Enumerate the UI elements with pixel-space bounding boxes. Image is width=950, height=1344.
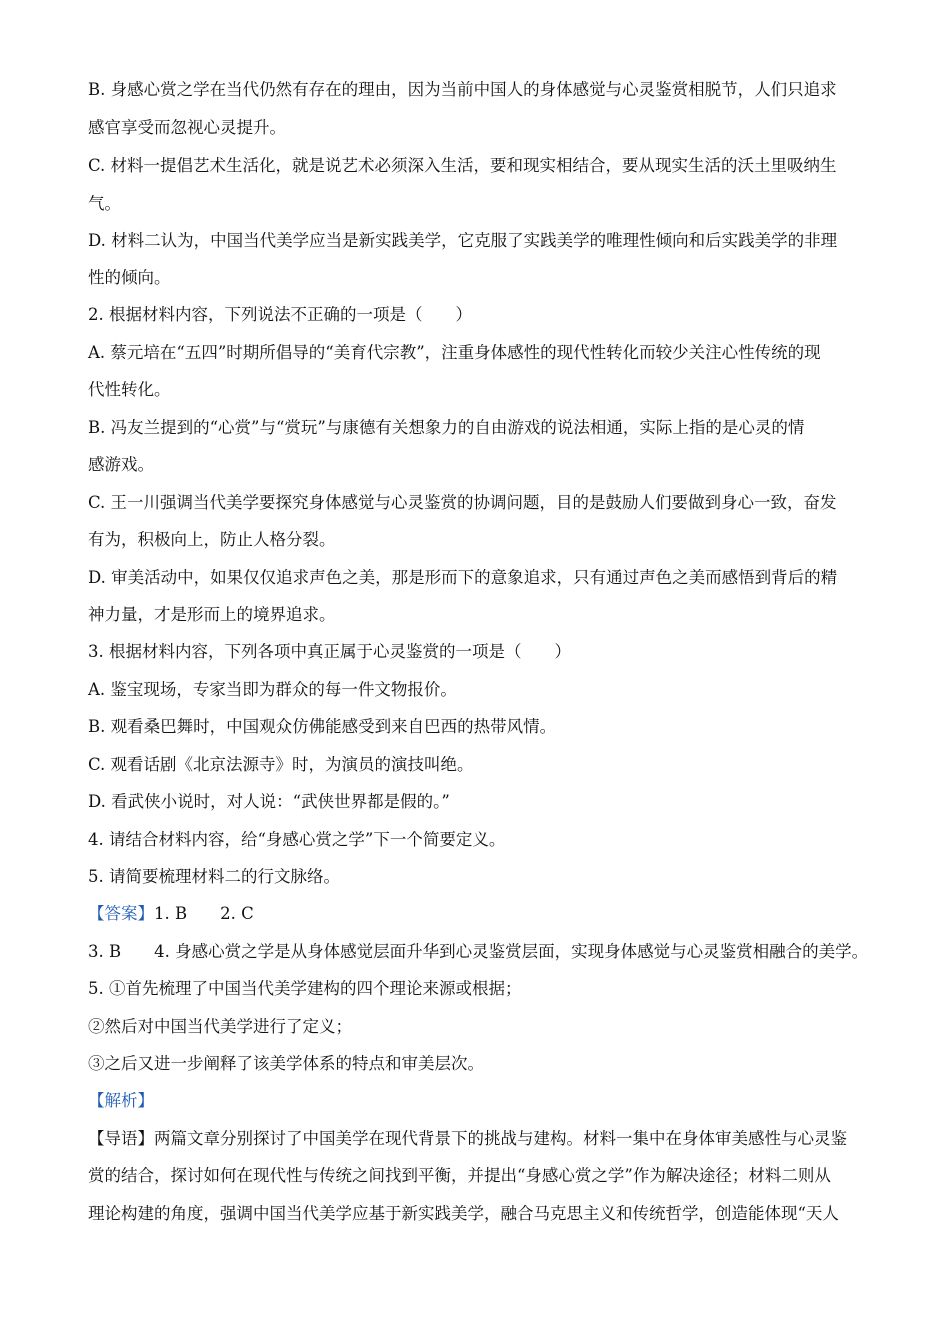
q2-option-a-line2: 代性转化。	[88, 380, 171, 399]
q3-option-d: D. 看武侠小说时，对人说：“武侠世界都是假的。”	[88, 792, 450, 811]
guide-line2: 赏的结合，探讨如何在现代性与传统之间找到平衡，并提出“身感心赏之学”作为解决途径；材料二则从	[88, 1166, 831, 1185]
q1-option-c-line1: C. 材料一提倡艺术生活化，就是说艺术必须深入生活，要和现实相结合，要从现实生活的沃土里吸纳生	[88, 156, 837, 175]
q1-option-d-line1: D. 材料二认为，中国当代美学应当是新实践美学，它克服了实践美学的唯理性倾向和后实践美学的非理	[88, 231, 838, 250]
q2-option-d-line1: D. 审美活动中，如果仅仅追求声色之美，那是形而下的意象追求，只有通过声色之美而感悟到背后的精	[88, 568, 838, 587]
question-5-stem: 5. 请简要梳理材料二的行文脉络。	[88, 867, 340, 886]
q1-option-b-line1: B. 身感心赏之学在当代仍然有存在的理由，因为当前中国人的身体感觉与心灵鉴赏相脱节，人们只追求	[88, 80, 837, 99]
q2-option-c-line1: C. 王一川强调当代美学要探究身体感觉与心灵鉴赏的协调问题，目的是鼓励人们要做到身心一致，奋发	[88, 493, 837, 512]
question-2-stem: 2. 根据材料内容，下列说法不正确的一项是（ ）	[88, 305, 472, 324]
answer-3-4: 3. B 4. 身感心赏之学是从身体感觉层面升华到心灵鉴赏层面，实现身体感觉与心灵鉴赏相融合的美学。	[88, 942, 869, 961]
answer-5-line1: 5. ①首先梳理了中国当代美学建构的四个理论来源或根据；	[88, 979, 522, 998]
answer-row-1	[88, 902, 880, 926]
guide-line1: 【导语】两篇文章分别探讨了中国美学在现代背景下的挑战与建构。材料一集中在身体审美感性与心灵鉴	[88, 1129, 847, 1148]
answer-label: 【答案】	[88, 904, 154, 923]
answer-5-line3: ③之后又进一步阐释了该美学体系的特点和审美层次。	[88, 1054, 484, 1073]
guide-line3: 理论构建的角度，强调中国当代美学应基于新实践美学，融合马克思主义和传统哲学，创造能体现“天人	[88, 1204, 839, 1223]
q1-option-d-line2: 性的倾向。	[88, 268, 171, 287]
answer-5-line2: ②然后对中国当代美学进行了定义；	[88, 1017, 352, 1036]
q1-option-c-line2: 气。	[88, 194, 121, 213]
q2-option-b-line1: B. 冯友兰提到的“心赏”与“赏玩”与康德有关想象力的自由游戏的说法相通，实际上指的是心灵的情	[88, 418, 805, 437]
q1-option-b-line2: 感官享受而忽视心灵提升。	[88, 118, 286, 137]
q3-option-a: A. 鉴宝现场，专家当即为群众的每一件文物报价。	[88, 680, 457, 699]
question-4-stem: 4. 请结合材料内容，给“身感心赏之学”下一个简要定义。	[88, 830, 506, 849]
q2-option-d-line2: 神力量，才是形而上的境界追求。	[88, 605, 336, 624]
q3-option-c: C. 观看话剧《北京法源寺》时，为演员的演技叫绝。	[88, 755, 474, 774]
q2-option-b-line2: 感游戏。	[88, 455, 154, 474]
q2-option-c-line2: 有为，积极向上，防止人格分裂。	[88, 530, 336, 549]
question-3-stem: 3. 根据材料内容，下列各项中真正属于心灵鉴赏的一项是（ ）	[88, 642, 571, 661]
q2-option-a-line1: A. 蔡元培在“五四”时期所倡导的“美育代宗教”，注重身体感性的现代性转化而较少关注心性传统的现	[88, 343, 821, 362]
analysis-label: 【解析】	[88, 1091, 154, 1110]
answer-1-2: 1. B 2. C	[154, 904, 254, 923]
q3-option-b: B. 观看桑巴舞时，中国观众仿佛能感受到来自巴西的热带风情。	[88, 717, 557, 736]
